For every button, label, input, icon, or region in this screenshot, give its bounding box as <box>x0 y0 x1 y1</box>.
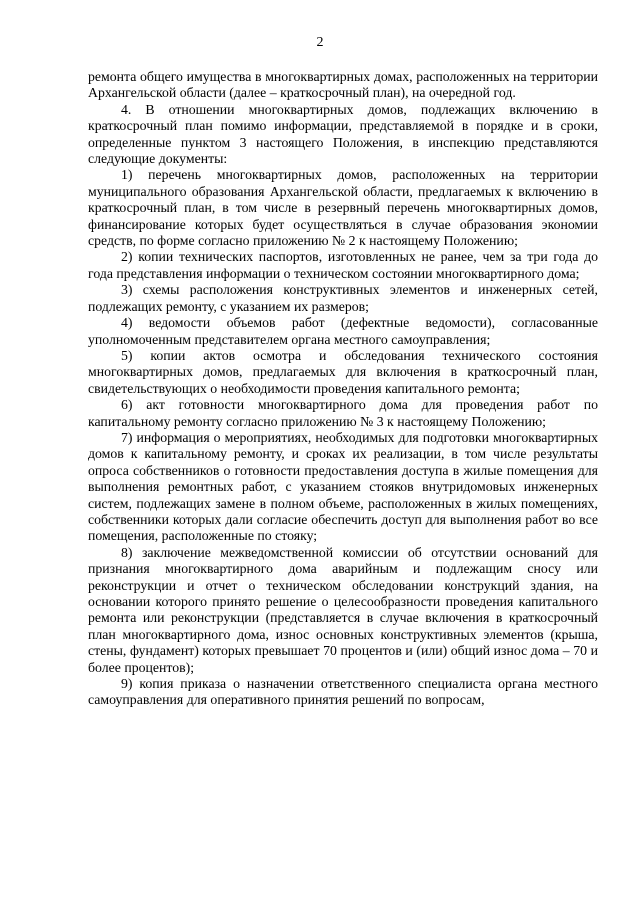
paragraph-continuation: ремонта общего имущества в многоквартирных домах, расположенных на территории Архангельской области (далее – краткосрочный план), на очередной год. <box>88 69 598 101</box>
paragraph-subitem-6: 6) акт готовности многоквартирного дома для проведения работ по капитальному ремонту согласно приложению № 3 к настоящему Положению; <box>88 397 598 429</box>
paragraph-subitem-3: 3) схемы расположения конструктивных элементов и инженерных сетей, подлежащих ремонту, с указанием их размеров; <box>88 282 598 314</box>
paragraph-subitem-5: 5) копии актов осмотра и обследования технического состояния многоквартирных домов, предлагаемых для включения в краткосрочный план, свидетельствующих о необходимости проведения капитального ремонта; <box>88 347 598 396</box>
paragraph-subitem-2: 2) копии технических паспортов, изготовленных не ранее, чем за три года до года представления информации о техническом состоянии многоквартирного дома; <box>88 249 598 281</box>
document-body <box>88 69 598 709</box>
paragraph-subitem-7: 7) информация о мероприятиях, необходимых для подготовки многоквартирных домов к капитальному ремонту, и сроках их реализации, в том числе результаты опроса собственников о готовности предоставления доступа в жилые помещения для выполнения ремонтных работ, с указанием стояков внутридомовых инженерных систем, подлежащих замене в полном объеме, расположенных в жилых помещениях, собственники которых дали согласие обеспечить доступ для выполнения работ во все помещения, расположенные по стояку; <box>88 429 598 544</box>
paragraph-item-4: 4. В отношении многоквартирных домов, подлежащих включению в краткосрочный план помимо информации, представляемой в порядке и в сроки, определенные пунктом 3 настоящего Положения, в инспекцию представляются следующие документы: <box>88 101 598 167</box>
paragraph-subitem-8: 8) заключение межведомственной комиссии об отсутствии оснований для признания многоквартирного дома аварийным и подлежащим сносу или реконструкции и отчет о техническом обследовании конструкций здания, на основании которого принято решение о целесообразности проведения капитального ремонта или реконструкции (представляется в случае включения в краткосрочный план многоквартирного дома, износ основных конструктивных элементов (крыша, стены, фундамент) которых превышает 70 процентов и (или) общий износ дома – 70 и более процентов); <box>88 544 598 675</box>
paragraph-subitem-9: 9) копия приказа о назначении ответственного специалиста органа местного самоуправления для оперативного принятия решений по вопросам, <box>88 676 598 708</box>
paragraph-subitem-4: 4) ведомости объемов работ (дефектные ведомости), согласованные уполномоченным представителем органа местного самоуправления; <box>88 315 598 347</box>
page-number: 2 <box>316 35 324 50</box>
paragraph-subitem-1: 1) перечень многоквартирных домов, расположенных на территории муниципального образования Архангельской области, предлагаемых к включению в краткосрочный план, в том числе в резервный перечень многоквартирных домов, финансирование которых будет осуществляться в случае образования экономии средств, по форме согласно приложению № 2 к настоящему Положению; <box>88 167 598 249</box>
